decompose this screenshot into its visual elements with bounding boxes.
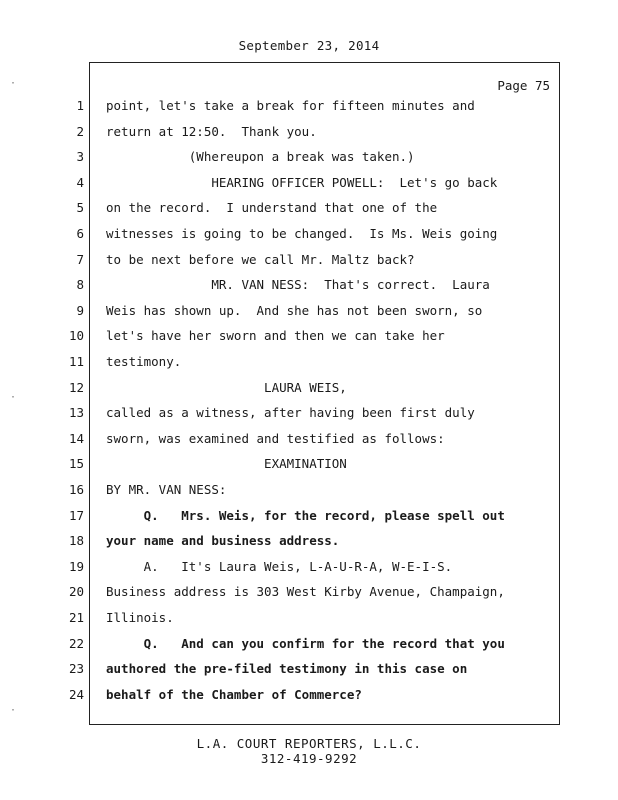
transcript-line: return at 12:50. Thank you.	[106, 124, 317, 139]
line-number: 8	[76, 277, 84, 292]
footer-phone: 312-419-9292	[260, 751, 358, 766]
line-number: 4	[76, 175, 84, 190]
line-number: 22	[68, 636, 84, 651]
transcript-line: behalf of the Chamber of Commerce?	[106, 687, 362, 702]
line-number: 21	[68, 610, 84, 625]
transcript-line: EXAMINATION	[106, 456, 347, 471]
line-number: 15	[68, 456, 84, 471]
line-number: 14	[68, 431, 84, 446]
transcript-line: point, let's take a break for fifteen minutes and	[106, 98, 475, 113]
line-number: 23	[68, 661, 84, 676]
transcript-line: your name and business address.	[106, 533, 340, 548]
transcript-date: September 23, 2014	[238, 38, 380, 53]
transcript-line: testimony.	[106, 354, 182, 369]
transcript-line: on the record. I understand that one of the	[106, 200, 438, 215]
line-number: 3	[76, 149, 84, 164]
transcript-line: Business address is 303 West Kirby Avenue, Champaign,	[106, 584, 505, 599]
line-number: 10	[68, 328, 84, 343]
line-number: 9	[76, 303, 84, 318]
line-number: 13	[68, 405, 84, 420]
line-number: 17	[68, 508, 84, 523]
line-number: 2	[76, 124, 84, 139]
line-number: 16	[68, 482, 84, 497]
line-number: 5	[76, 200, 84, 215]
line-number: 12	[68, 380, 84, 395]
transcript-line: HEARING OFFICER POWELL: Let's go back	[106, 175, 498, 190]
transcript-line: authored the pre-filed testimony in this case on	[106, 661, 468, 676]
line-number: 1	[76, 98, 84, 113]
transcript-line: (Whereupon a break was taken.)	[106, 149, 415, 164]
line-number: 11	[68, 354, 84, 369]
transcript-line: Weis has shown up. And she has not been sworn, so	[106, 303, 483, 318]
transcript-line: called as a witness, after having been first duly	[106, 405, 475, 420]
line-number: 7	[76, 252, 84, 267]
scan-mark: ·	[10, 78, 17, 89]
transcript-line: LAURA WEIS,	[106, 380, 347, 395]
transcript-line: A. It's Laura Weis, L-A-U-R-A, W-E-I-S.	[106, 559, 453, 574]
transcript-line: sworn, was examined and testified as follows:	[106, 431, 445, 446]
transcript-line: let's have her sworn and then we can take her	[106, 328, 445, 343]
footer-company: L.A. COURT REPORTERS, L.L.C.	[196, 736, 422, 751]
transcript-line: to be next before we call Mr. Maltz back?	[106, 252, 415, 267]
transcript-line: witnesses is going to be changed. Is Ms. Weis going	[106, 226, 498, 241]
line-number: 20	[68, 584, 84, 599]
scan-mark: ·	[10, 392, 17, 403]
line-number: 19	[68, 559, 84, 574]
line-number: 6	[76, 226, 84, 241]
line-number: 24	[68, 687, 84, 702]
transcript-line: Illinois.	[106, 610, 174, 625]
transcript-line: Q. And can you confirm for the record that you	[106, 636, 505, 651]
transcript-line: BY MR. VAN NESS:	[106, 482, 227, 497]
transcript-line: Q. Mrs. Weis, for the record, please spell out	[106, 508, 505, 523]
line-number: 18	[68, 533, 84, 548]
page-number: Page 75	[497, 78, 550, 93]
scan-mark: ·	[10, 705, 17, 716]
transcript-line: MR. VAN NESS: That's correct. Laura	[106, 277, 490, 292]
